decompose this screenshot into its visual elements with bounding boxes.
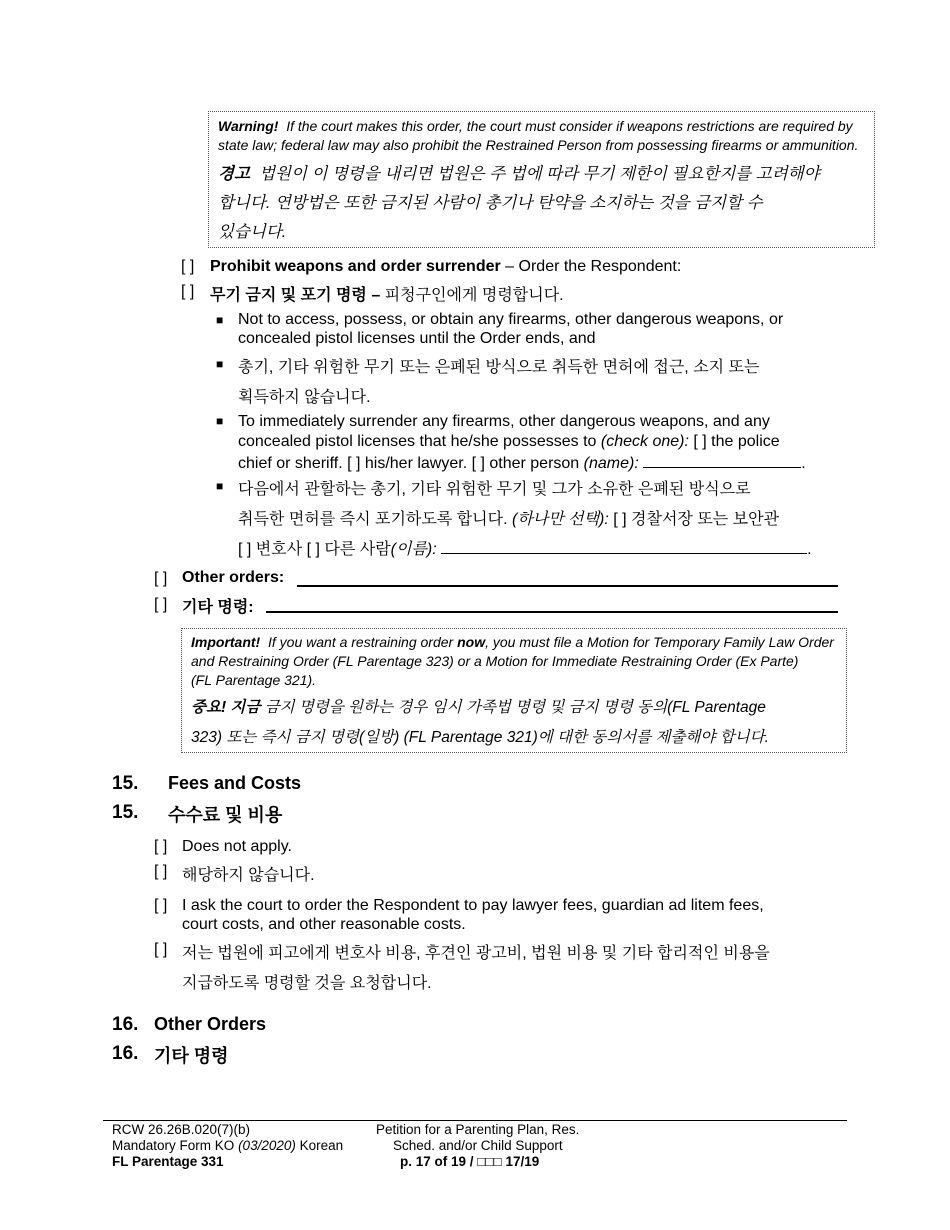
- opt2-checkbox[interactable]: [ ]: [154, 897, 168, 914]
- footer-doc-title-1: Petition for a Parenting Plan, Res.: [376, 1122, 580, 1137]
- section-16-number: 16.: [112, 1014, 139, 1035]
- bullet-icon: ■: [216, 313, 224, 327]
- section-15-number: 15.: [112, 773, 139, 794]
- other-orders-ko-label: 기타 명령:: [182, 599, 254, 616]
- name-field[interactable]: [643, 453, 801, 468]
- ko-name-field[interactable]: [441, 539, 807, 554]
- opt1-label: Does not apply.: [182, 838, 292, 855]
- bullet1-line1: Not to access, possess, or obtain any firearms, other dangerous weapons, or: [238, 311, 784, 328]
- other-orders-label: Other orders:: [182, 569, 285, 586]
- footer-rule: [103, 1120, 847, 1121]
- footer-doc-title-2: Sched. and/or Child Support: [393, 1138, 563, 1153]
- section-16-title: Other Orders: [154, 1014, 267, 1034]
- opt2-ko-checkbox[interactable]: [ ]: [154, 941, 168, 958]
- opt2-ko-line1: 저는 법원에 피고에게 변호사 비용, 후견인 광고비, 법원 비용 및 기타 합리적인 비용을: [182, 945, 770, 962]
- bullet1-ko-line1: 총기, 기타 위험한 무기 또는 은폐된 방식으로 취득한 면허에 접근, 소지 또는: [238, 359, 760, 376]
- bullet2-line1: To immediately surrender any firearms, other dangerous weapons, and any: [238, 413, 770, 430]
- warning-box: [208, 111, 875, 248]
- bullet1-line2: concealed pistol licenses until the Order ends, and: [238, 330, 596, 347]
- bullet-icon: ■: [216, 479, 224, 493]
- footer-form: Mandatory Form KO (03/2020) Korean: [112, 1138, 344, 1153]
- bullet2-ko-line3: [ ] 변호사 [ ] 다른 사람(이름): .: [238, 541, 812, 558]
- other-orders-ko-field[interactable]: [266, 611, 838, 613]
- weapons-ko-checkbox[interactable]: [ ]: [181, 283, 195, 300]
- bullet2-ko-line1: 다음에서 관할하는 총기, 기타 위험한 무기 및 그가 소유한 은폐된 방식으로: [238, 481, 751, 498]
- opt1-ko-checkbox[interactable]: [ ]: [154, 863, 168, 880]
- warning-ko-line-3: 있습니다.: [218, 223, 287, 241]
- other-orders-ko-checkbox[interactable]: [ ]: [154, 596, 168, 613]
- bullet2-line2: concealed pistol licenses that he/she possesses to (check one): [ ] the police: [238, 433, 780, 450]
- important-ko-line-2: 323) 또는 즉시 금지 명령(일방) (FL Parentage 321)에 대한 동의서를 제출해야 합니다.: [191, 729, 769, 746]
- opt1-checkbox[interactable]: [ ]: [154, 838, 168, 855]
- weapons-heading: Prohibit weapons and order surrender – Order the Respondent:: [210, 258, 682, 275]
- opt1-ko-label: 해당하지 않습니다.: [182, 867, 315, 884]
- bullet-icon: ■: [216, 414, 224, 428]
- footer-form-id: FL Parentage 331: [112, 1154, 224, 1169]
- bullet2-ko-line2: 취득한 면허를 즉시 포기하도록 합니다. (하나만 선택): [ ] 경찰서장 또는 보안관: [238, 511, 780, 528]
- warning-line-2: state law; federal law may also prohibit the Restrained Person from possessing firearms or ammunition.: [218, 137, 859, 153]
- weapons-ko-heading: 무기 금지 및 포기 명령 – 피청구인에게 명령합니다.: [210, 287, 564, 304]
- footer-page-number: p. 17 of 19 / □□□ 17/19: [400, 1154, 540, 1169]
- important-line-3: (FL Parentage 321).: [191, 672, 317, 688]
- section-15-ko-title: 수수료 및 비용: [168, 805, 283, 825]
- opt2-line1: I ask the court to order the Respondent to pay lawyer fees, guardian ad litem fees,: [182, 897, 764, 914]
- other-orders-field[interactable]: [297, 585, 838, 587]
- warning-ko-line-2: 합니다. 연방법은 또한 금지된 사람이 총기나 탄약을 소지하는 것을 금지할 수: [218, 194, 763, 212]
- bullet1-ko-line2: 획득하지 않습니다.: [238, 389, 371, 406]
- opt2-line2: court costs, and other reasonable costs.: [182, 916, 466, 933]
- section-15-ko-number: 15.: [112, 802, 139, 823]
- bullet2-line3: chief or sheriff. [ ] his/her lawyer. [ ] other person (name): .: [238, 455, 806, 472]
- other-orders-checkbox[interactable]: [ ]: [154, 570, 168, 587]
- important-line-2: and Restraining Order (FL Parentage 323) or a Motion for Immediate Restraining Order (Ex Parte): [191, 653, 799, 669]
- opt2-ko-line2: 지급하도록 명령할 것을 요청합니다.: [182, 975, 432, 992]
- warning-ko-line-1: 경고 법원이 이 명령을 내리면 법원은 주 법에 따라 무기 제한이 필요한지를 고려해야: [218, 165, 820, 183]
- warning-line-1: Warning! If the court makes this order, the court must consider if weapons restrictions are required by: [218, 118, 853, 134]
- important-ko-line-1: 중요! 지금 금지 명령을 원하는 경우 임시 가족법 명령 및 금지 명령 동의(FL Parentage: [191, 699, 766, 716]
- bullet-icon: ■: [216, 357, 224, 371]
- important-line-1: Important! If you want a restraining order now, you must file a Motion for Temporary Family Law Order: [191, 634, 834, 650]
- section-16-ko-number: 16.: [112, 1043, 139, 1064]
- footer-rcw: RCW 26.26B.020(7)(b): [112, 1122, 251, 1137]
- section-15-title: Fees and Costs: [168, 773, 302, 793]
- weapons-checkbox[interactable]: [ ]: [181, 258, 195, 275]
- important-box: [181, 628, 847, 753]
- section-16-ko-title: 기타 명령: [154, 1046, 229, 1066]
